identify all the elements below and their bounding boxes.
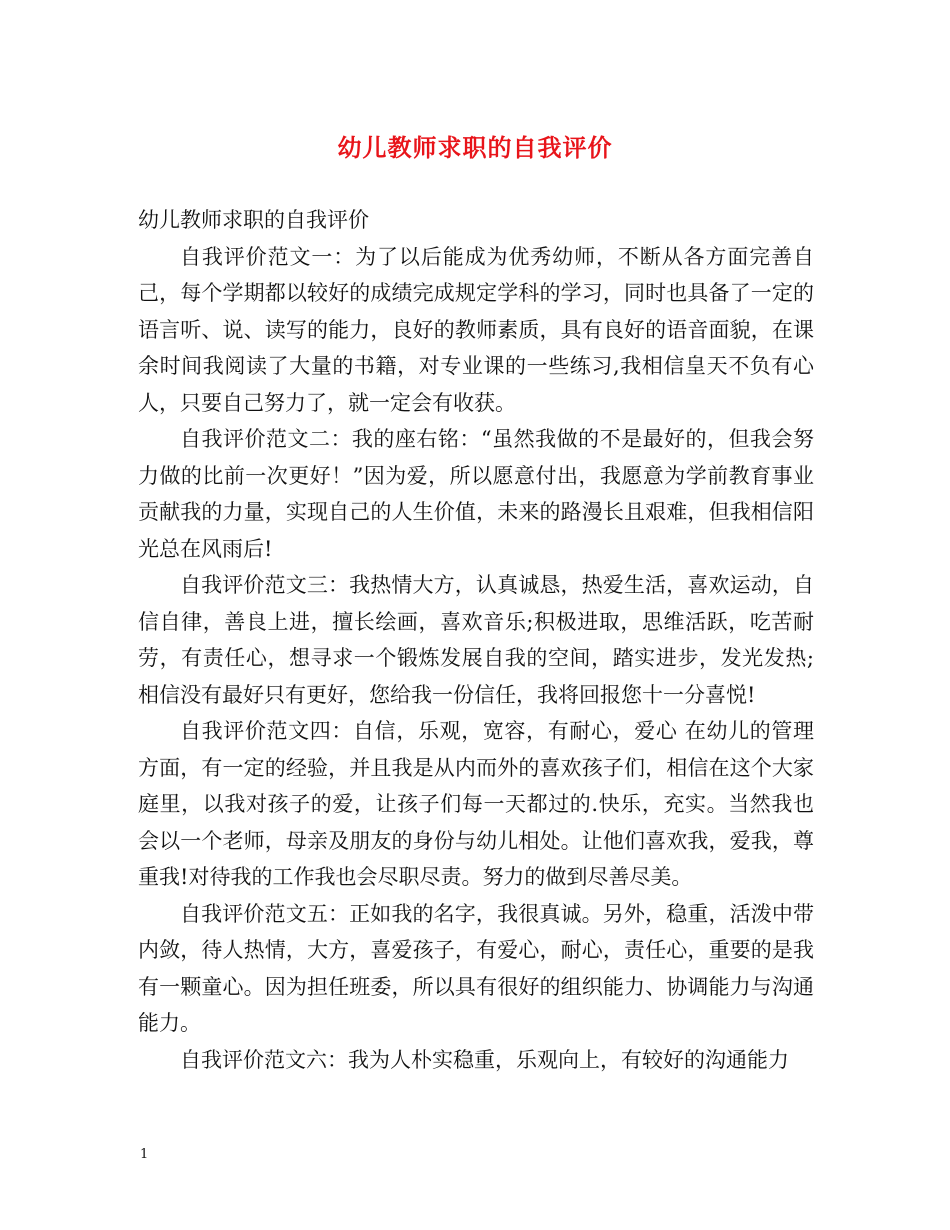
paragraph-1: 自我评价范文一：为了以后能成为优秀幼师，不断从各方面完善自己，每个学期都以较好的成绩完成规定学科的学习，同时也具备了一定的语言听、说、读写的能力，良好的教师素质，具有良好的语音面貌，在课余时间我阅读了大量的书籍，对专业课的一些练习,我相信皇天不负有心人，只要自己努力了，就一定会有收获。	[138, 244, 814, 415]
paragraph-6: 自我评价范文六：我为人朴实稳重，乐观向上，有较好的沟通能力	[180, 1047, 789, 1072]
document-body	[138, 202, 814, 1078]
paragraph-3: 自我评价范文三：我热情大方，认真诚恳，热爱生活，喜欢运动，自信自律，善良上进，擅长绘画，喜欢音乐;积极进取，思维活跃，吃苦耐劳，有责任心，想寻求一个锻炼发展自我的空间，踏实进步，发光发热;相信没有最好只有更好，您给我一份信任，我将回报您十一分喜悦!	[138, 573, 814, 707]
page-number: 1	[140, 1147, 149, 1162]
paragraph-4: 自我评价范文四：自信，乐观，宽容，有耐心，爱心 在幼儿的管理方面，有一定的经验，并且我是从内而外的喜欢孩子们，相信在这个大家庭里，以我对孩子的爱，让孩子们每一天都过的.快乐，充实。当然我也会以一个老师，母亲及朋友的身份与幼儿相处。让他们喜欢我，爱我，尊重我!对待我的工作我也会尽职尽责。努力的做到尽善尽美。	[138, 719, 814, 889]
paragraph-2: 自我评价范文二：我的座右铭：“虽然我做的不是最好的，但我会努力做的比前一次更好！”因为爱，所以愿意付出，我愿意为学前教育事业贡献我的力量，实现自己的人生价值，未来的路漫长且艰难，但我相信阳光总在风雨后!	[138, 427, 814, 561]
document-subtitle: 幼儿教师求职的自我评价	[138, 208, 369, 232]
document-title: 幼儿教师求职的自我评价	[337, 133, 613, 162]
paragraph-5: 自我评价范文五：正如我的名字，我很真诚。另外，稳重，活泼中带内敛，待人热情，大方，喜爱孩子，有爱心，耐心，责任心，重要的是我有一颗童心。因为担任班委，所以具有很好的组织能力、协调能力与沟通能力。	[138, 901, 814, 1035]
